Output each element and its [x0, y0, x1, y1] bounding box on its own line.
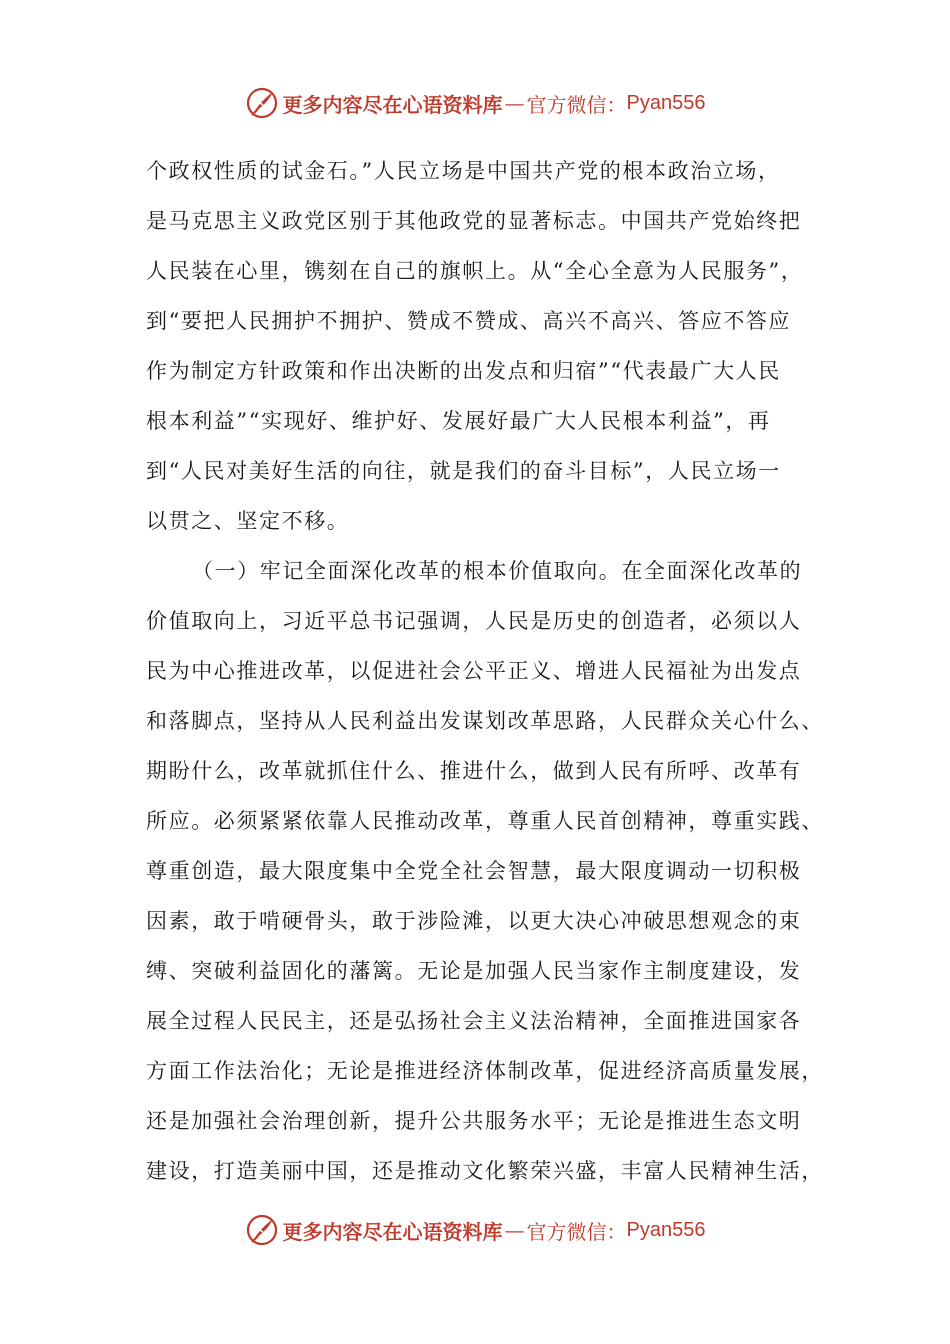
- text-line: 所应。必须紧紧依靠人民推动改革，尊重人民首创精神，尊重实践、: [146, 809, 824, 833]
- text-line: 到“人民对美好生活的向往，就是我们的奋斗目标”，人民立场一: [146, 459, 781, 483]
- text-line: 期盼什么，改革就抓住什么、推进什么，做到人民有所呼、改革有: [146, 759, 802, 783]
- text-line: 作为制定方针政策和作出决断的出发点和归宿”“代表最广大人民: [146, 359, 781, 383]
- banner-main-text: 更多内容尽在心语资料库: [282, 1219, 503, 1244]
- text-line: 和落脚点，坚持从人民利益出发谋划改革思路，人民群众关心什么、: [146, 709, 824, 733]
- text-line: 缚、突破利益固化的藩篱。无论是加强人民当家作主制度建设，发: [146, 959, 802, 983]
- text-line: 根本利益”“实现好、维护好、发展好最广大人民根本利益”，再: [146, 409, 771, 433]
- header-watermark-banner: [0, 83, 950, 123]
- quill-logo-icon: [245, 1213, 279, 1247]
- footer-watermark-banner: [0, 1210, 950, 1250]
- text-line: 尊重创造，最大限度集中全党全社会智慧，最大限度调动一切积极: [146, 859, 802, 883]
- banner-wechat-label: 官方微信：: [526, 92, 627, 117]
- quill-logo-icon: [245, 86, 279, 120]
- banner-wechat-id: Pyan556: [626, 1218, 706, 1241]
- text-line: 方面工作法治化；无论是推进经济体制改革，促进经济高质量发展，: [146, 1059, 824, 1083]
- text-line: 到“要把人民拥护不拥护、赞成不赞成、高兴不高兴、答应不答应: [146, 309, 792, 333]
- paragraph: [146, 146, 826, 546]
- banner-wechat-id: Pyan556: [626, 91, 706, 114]
- banner-dash: —: [504, 1218, 525, 1242]
- banner-wechat-label: 官方微信：: [526, 1219, 627, 1244]
- text-line: 展全过程人民民主，还是弘扬社会主义法治精神，全面推进国家各: [146, 1009, 802, 1033]
- text-line: 还是加强社会治理创新，提升公共服务水平；无论是推进生态文明: [146, 1109, 802, 1133]
- text-line: （一）牢记全面深化改革的根本价值取向。在全面深化改革的: [192, 559, 803, 583]
- document-body: [146, 146, 826, 1196]
- text-line: 人民装在心里，镌刻在自己的旗帜上。从“全心全意为人民服务”，: [146, 259, 804, 283]
- text-line: 价值取向上，习近平总书记强调，人民是历史的创造者，必须以人: [146, 609, 802, 633]
- banner-dash: —: [504, 91, 525, 115]
- text-line: 因素，敢于啃硬骨头，敢于涉险滩，以更大决心冲破思想观念的束: [146, 909, 802, 933]
- text-line: 民为中心推进改革，以促进社会公平正义、增进人民福祉为出发点: [146, 659, 802, 683]
- banner-main-text: 更多内容尽在心语资料库: [282, 92, 503, 117]
- text-line: 以贯之、坚定不移。: [146, 509, 350, 533]
- text-line: 个政权性质的试金石。”人民立场是中国共产党的根本政治立场，: [146, 159, 781, 183]
- text-line: 是马克思主义政党区别于其他政党的显著标志。中国共产党始终把: [146, 209, 802, 233]
- text-line: 建设，打造美丽中国，还是推动文化繁荣兴盛，丰富人民精神生活，: [146, 1159, 824, 1183]
- paragraph: [146, 546, 826, 1196]
